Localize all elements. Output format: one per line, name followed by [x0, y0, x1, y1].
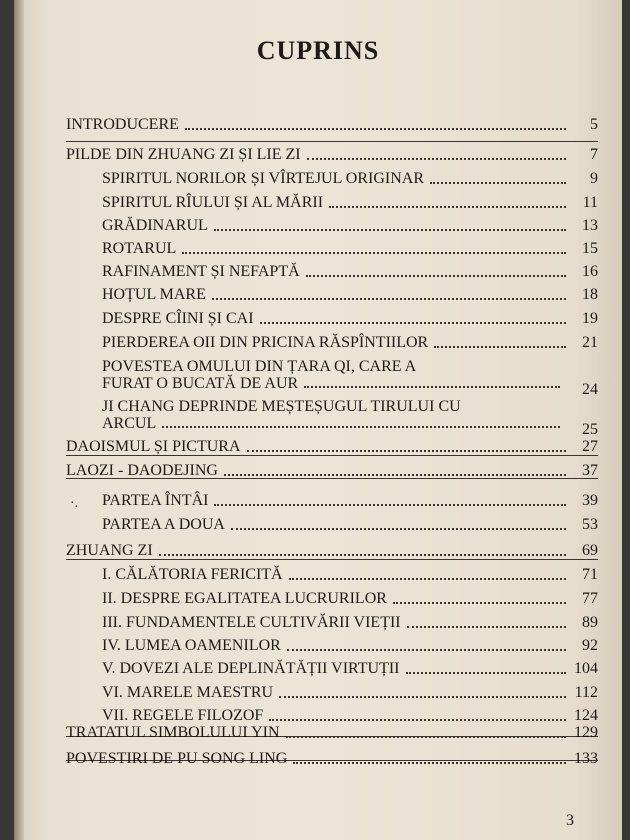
leader-dots: [306, 275, 566, 277]
leader-dots: [393, 602, 566, 604]
toc-entry: [102, 707, 598, 725]
toc-entry-page: 7: [590, 146, 598, 163]
toc-entry-title: LAOZI - DAODEJING: [66, 462, 218, 479]
toc-entry: [102, 358, 598, 398]
toc-entry: [66, 462, 598, 480]
toc-entry: [102, 334, 598, 352]
toc-entry-page: 104: [574, 660, 598, 677]
leader-dots: [231, 528, 566, 530]
page-number: 3: [566, 812, 574, 829]
toc-entry-page: 19: [582, 310, 598, 327]
toc-entry-page: 129: [574, 724, 598, 741]
toc-entry: [102, 194, 598, 212]
toc-entry: [102, 170, 598, 188]
toc-entry-title: III. FUNDAMENTELE CULTIVĂRII VIEȚII: [102, 614, 401, 631]
toc-entry-title: PARTEA ÎNTÂI: [102, 492, 209, 509]
toc-entry: [66, 724, 598, 742]
toc-entry: [66, 146, 598, 164]
toc-entry: [102, 684, 598, 702]
toc-entry: [102, 398, 598, 438]
leader-dots: [224, 474, 566, 476]
toc-entry-title: POVESTIRI DE PU SONG LING: [66, 750, 288, 767]
toc-entry-page: 16: [582, 263, 598, 280]
toc-entry-title: IV. LUMEA OAMENILOR: [102, 637, 281, 654]
toc-entry-title: I. CĂLĂTORIA FERICITĂ: [102, 566, 283, 583]
leader-dots: [159, 554, 566, 556]
toc-entry-title: ZHUANG ZI: [66, 542, 153, 559]
toc-entry-title: SPIRITUL NORILOR ȘI VÎRTEJUL ORIGINAR: [102, 170, 424, 187]
toc-entry-page: 69: [582, 542, 598, 559]
toc-entry-title: PIERDEREA OII DIN PRICINA RĂSPÎNTIILOR: [102, 334, 429, 351]
toc-entry-title-continued: FURAT O BUCATĂ DE AUR: [102, 375, 299, 392]
toc-entry-page: 9: [590, 170, 598, 187]
toc-entry-title: ROTARUL: [102, 240, 177, 257]
toc-entry: [102, 516, 598, 534]
leader-dots: [329, 206, 566, 208]
page-title: CUPRINS: [256, 36, 380, 65]
leader-dots: [162, 426, 560, 428]
toc-entry-page: 21: [582, 334, 598, 351]
toc-entry-title: HOȚUL MARE: [102, 286, 206, 303]
toc-entry: [102, 286, 598, 304]
separator-line: [66, 141, 598, 142]
toc-entry-page: 89: [582, 614, 598, 631]
toc-entry-title: DESPRE CÎINI ȘI CAI: [102, 310, 254, 327]
leader-dots: [304, 386, 560, 388]
toc-entry: [102, 492, 598, 510]
toc-entry-title: JI CHANG DEPRINDE MEȘTEȘUGUL TIRULUI CU: [102, 398, 461, 415]
toc-entry: [102, 590, 598, 608]
toc-entry-page: 39: [582, 492, 598, 509]
leader-dots: [212, 298, 566, 300]
toc-entry: [66, 438, 598, 456]
toc-entry-page: 18: [582, 286, 598, 303]
toc-entry-page: 11: [582, 194, 598, 211]
leader-dots: [406, 672, 566, 674]
toc-entry-title: POVESTEA OMULUI DIN ȚARA QI, CARE A: [102, 358, 417, 375]
leader-dots: [407, 626, 566, 628]
toc-entry-title: VII. REGELE FILOZOF: [102, 707, 264, 724]
leader-dots: [260, 322, 566, 324]
toc-entry: [102, 263, 598, 281]
toc-entry: [66, 750, 598, 768]
leader-dots: [269, 719, 566, 721]
leader-dots: [279, 696, 566, 698]
leader-dots: [182, 252, 566, 254]
toc-entry-page: 24: [582, 381, 598, 398]
toc-entry: [102, 637, 598, 655]
toc-entry-page: 25: [582, 421, 598, 438]
leader-dots: [434, 346, 566, 348]
toc-entry: [102, 614, 598, 632]
toc-entry-title: VI. MARELE MAESTRU: [102, 684, 274, 701]
toc-entry-title: PILDE DIN ZHUANG ZI ȘI LIE ZI: [66, 146, 301, 163]
table-of-contents: [14, 0, 622, 840]
leader-dots: [307, 158, 566, 160]
leader-dots: [286, 736, 566, 738]
toc-entry-title-continued: ARCUL: [102, 415, 157, 432]
toc-entry-page: 37: [582, 462, 598, 479]
leader-dots: [214, 504, 566, 506]
leader-dots: [293, 762, 566, 764]
toc-entry-page: 112: [574, 684, 598, 701]
toc-entry-page: 133: [574, 750, 598, 767]
toc-entry-page: 92: [582, 637, 598, 654]
toc-entry: [102, 240, 598, 258]
toc-entry-title: SPIRITUL RÎULUI ȘI AL MĂRII: [102, 194, 324, 211]
leader-dots: [247, 450, 566, 452]
toc-entry-title: DAOISMUL ȘI PICTURA: [66, 438, 241, 455]
toc-entry-title: RAFINAMENT ȘI NEFAPTĂ: [102, 263, 300, 280]
toc-entry-page: 124: [574, 707, 598, 724]
toc-entry-title: TRATATUL SIMBOLULUI YIN: [66, 724, 280, 741]
toc-entry-page: 15: [582, 240, 598, 257]
toc-entry: [66, 542, 598, 560]
toc-entry: [102, 660, 598, 678]
toc-entry: [102, 217, 598, 235]
leader-dots: [185, 128, 566, 130]
toc-entry: [102, 566, 598, 584]
toc-entry-title: GRĂDINARUL: [102, 217, 208, 234]
toc-entry-page: 13: [582, 217, 598, 234]
margin-mark: ·.: [70, 496, 79, 511]
toc-entry-page: 27: [582, 438, 598, 455]
toc-entry: [102, 310, 598, 328]
book-page: [14, 0, 622, 840]
toc-entry-title: II. DESPRE EGALITATEA LUCRURILOR: [102, 590, 387, 607]
toc-entry-page: 77: [582, 590, 598, 607]
leader-dots: [287, 649, 566, 651]
toc-entry-title: PARTEA A DOUA: [102, 516, 225, 533]
leader-dots: [289, 578, 566, 580]
toc-entry-page: 53: [582, 516, 598, 533]
toc-entry-title: INTRODUCERE: [66, 116, 179, 133]
leader-dots: [214, 229, 566, 231]
toc-entry-title: V. DOVEZI ALE DEPLINĂTĂȚII VIRTUȚII: [102, 660, 400, 677]
toc-entry-page: 5: [590, 116, 598, 133]
leader-dots: [430, 182, 566, 184]
toc-entry-page: 71: [582, 566, 598, 583]
toc-entry: [66, 116, 598, 134]
